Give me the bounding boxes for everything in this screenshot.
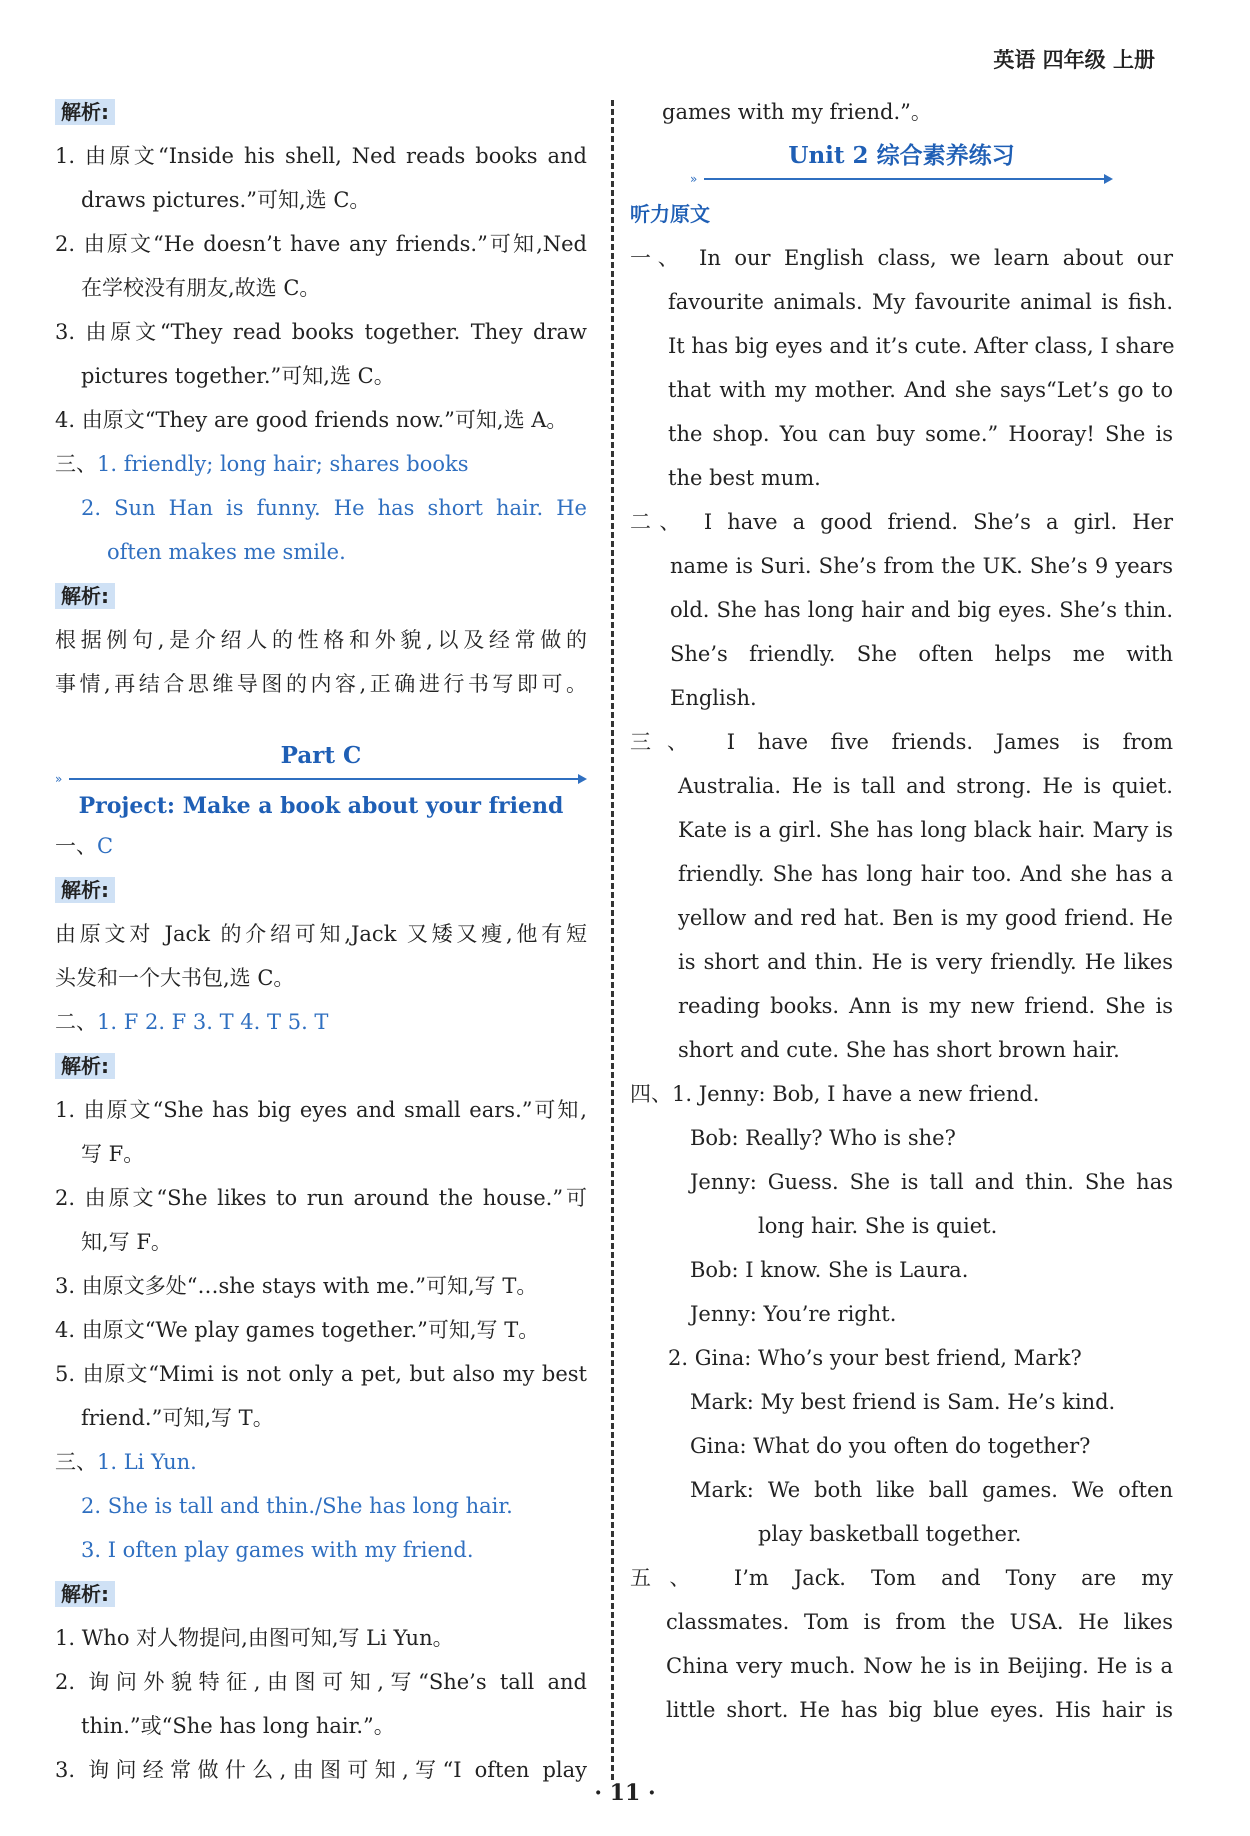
analysis-label: 解析: bbox=[55, 1581, 115, 1607]
dialogue-line: 四、1. Jenny: Bob, I have a new friend. bbox=[630, 1082, 1040, 1106]
page-header: 英语 四年级 上册 bbox=[993, 48, 1155, 72]
text-line: favourite animals. My favourite animal is fish. bbox=[668, 290, 1173, 314]
right-column bbox=[630, 90, 1173, 1732]
answer-line: 3. 由原文多处“…she stays with me.”可知,写 T。 bbox=[55, 1274, 538, 1298]
dialogue-line: play basketball together. bbox=[758, 1522, 1022, 1546]
left-column bbox=[55, 90, 587, 1792]
answer-text: C bbox=[97, 834, 114, 858]
column-divider bbox=[611, 100, 614, 1780]
text-line: 二、 I have a good friend. She’s a girl. Her bbox=[630, 510, 1173, 534]
text-line: English. bbox=[670, 686, 757, 710]
text-line: the shop. You can buy some.” Hooray! She is bbox=[668, 422, 1173, 446]
text-line: classmates. Tom is from the USA. He likes bbox=[666, 1610, 1173, 1634]
analysis-label-row bbox=[55, 574, 587, 618]
dialogue-line: long hair. She is quiet. bbox=[758, 1214, 998, 1238]
answer-line: 5. 由原文“Mimi is not only a pet, but also my best bbox=[55, 1362, 587, 1386]
text-line: old. She has long hair and big eyes. She’s thin. bbox=[670, 598, 1173, 622]
text-line: China very much. Now he is in Beijing. He is a bbox=[666, 1654, 1173, 1678]
text-line: reading books. Ann is my new friend. She is bbox=[678, 994, 1173, 1018]
text-line: that with my mother. And she says“Let’s go to bbox=[668, 378, 1173, 402]
dialogue-line: Bob: Really? Who is she? bbox=[690, 1126, 956, 1150]
section-number: 三、 bbox=[55, 452, 97, 476]
dialogue-line: Jenny: You’re right. bbox=[690, 1302, 897, 1326]
section-number: 三、 bbox=[55, 1450, 97, 1474]
answer-line: 头发和一个大书包,选 C。 bbox=[55, 966, 295, 990]
text-line: is short and thin. He is very friendly. He likes bbox=[678, 950, 1173, 974]
project-title: Project: Make a book about your friend bbox=[78, 793, 564, 819]
answer-text: 1. Li Yun. bbox=[97, 1450, 197, 1474]
dialogue-line: Bob: I know. She is Laura. bbox=[690, 1258, 969, 1282]
text-line: short and cute. She has short brown hair. bbox=[678, 1038, 1120, 1062]
answer-line bbox=[55, 442, 587, 486]
answer-line: 1. Who 对人物提问,由图可知,写 Li Yun。 bbox=[55, 1626, 454, 1650]
analysis-label-row bbox=[55, 1572, 587, 1616]
analysis-label: 解析: bbox=[55, 583, 115, 609]
answer-line: 2. 由原文“She likes to run around the house.”可 bbox=[55, 1186, 587, 1210]
answer-line: pictures together.”可知,选 C。 bbox=[81, 364, 395, 388]
text-line: Kate is a girl. She has long black hair. Mary is bbox=[678, 818, 1173, 842]
answer-line: 3. 询问经常做什么,由图可知,写“I often play bbox=[55, 1758, 587, 1782]
analysis-label-row bbox=[55, 1044, 587, 1088]
text-line: It has big eyes and it’s cute. After class, I share bbox=[668, 334, 1175, 358]
dialogue-line: Gina: What do you often do together? bbox=[690, 1434, 1091, 1458]
answer-line: 1. 由原文“She has big eyes and small ears.”可知, bbox=[55, 1098, 587, 1122]
analysis-label: 解析: bbox=[55, 99, 115, 125]
answer-line: 2. 由原文“He doesn’t have any friends.”可知,Ned bbox=[55, 232, 587, 256]
answer-text: 1. friendly; long hair; shares books bbox=[97, 452, 469, 476]
answer-line: 4. 由原文“We play games together.”可知,写 T。 bbox=[55, 1318, 540, 1342]
text-line: She’s friendly. She often helps me with bbox=[670, 642, 1173, 666]
answer-line bbox=[55, 824, 587, 868]
dialogue-line: Jenny: Guess. She is tall and thin. She has bbox=[690, 1170, 1173, 1194]
title-rule: » bbox=[55, 774, 587, 784]
answer-line: thin.”或“She has long hair.”。 bbox=[81, 1714, 395, 1738]
answer-line bbox=[55, 1000, 587, 1044]
listening-title: 听力原文 bbox=[630, 202, 710, 226]
answer-text: 2. She is tall and thin./She has long hair. bbox=[81, 1494, 513, 1518]
answer-line: 1. 由原文“Inside his shell, Ned reads books and bbox=[55, 144, 587, 168]
answer-line: 3. 由原文“They read books together. They draw bbox=[55, 320, 587, 344]
answer-line: draws pictures.”可知,选 C。 bbox=[81, 188, 371, 212]
answer-line: 4. 由原文“They are good friends now.”可知,选 A。 bbox=[55, 408, 568, 432]
analysis-label: 解析: bbox=[55, 1053, 115, 1079]
answer-line: 知,写 F。 bbox=[81, 1230, 172, 1254]
dialogue-line: Mark: My best friend is Sam. He’s kind. bbox=[690, 1390, 1116, 1414]
text-line: friendly. She has long hair too. And she has a bbox=[678, 862, 1173, 886]
analysis-label: 解析: bbox=[55, 877, 115, 903]
text-line: 一、 In our English class, we learn about our bbox=[630, 246, 1173, 270]
text-line: games with my friend.”。 bbox=[662, 100, 932, 124]
answer-text: often makes me smile. bbox=[107, 540, 346, 564]
text-line: the best mum. bbox=[668, 466, 821, 490]
answer-text: 3. I often play games with my friend. bbox=[81, 1538, 474, 1562]
dialogue-line: Mark: We both like ball games. We often bbox=[690, 1478, 1173, 1502]
answer-line bbox=[55, 1440, 587, 1484]
analysis-label-row bbox=[55, 90, 587, 134]
section-number: 一、 bbox=[55, 834, 97, 858]
dialogue-line: 2. Gina: Who’s your best friend, Mark? bbox=[668, 1346, 1082, 1370]
unit-title: Unit 2 综合素养练习 bbox=[788, 142, 1015, 169]
answer-line: 根据例句,是介绍人的性格和外貌,以及经常做的 bbox=[55, 628, 587, 652]
text-line: 五、 I’m Jack. Tom and Tony are my bbox=[630, 1566, 1173, 1590]
text-line: yellow and red hat. Ben is my good friend. He bbox=[678, 906, 1173, 930]
answer-line: 事情,再结合思维导图的内容,正确进行书写即可。 bbox=[55, 672, 587, 696]
text-line: little short. He has big blue eyes. His hair is bbox=[666, 1698, 1173, 1722]
answer-text: 2. Sun Han is funny. He has short hair. He bbox=[81, 496, 587, 520]
answer-line: 在学校没有朋友,故选 C。 bbox=[81, 276, 321, 300]
answer-text: 1. F 2. F 3. T 4. T 5. T bbox=[97, 1010, 329, 1034]
page-number: · 11 · bbox=[594, 1780, 656, 1806]
text-line: 三、 I have five friends. James is from bbox=[630, 730, 1173, 754]
title-rule: » bbox=[690, 174, 1113, 184]
text-line: name is Suri. She’s from the UK. She’s 9 years bbox=[670, 554, 1173, 578]
analysis-label-row bbox=[55, 868, 587, 912]
answer-line: 由原文对 Jack 的介绍可知,Jack 又矮又瘦,他有短 bbox=[55, 922, 587, 946]
answer-line: 2. 询问外貌特征,由图可知,写“She’s tall and bbox=[55, 1670, 587, 1694]
part-title: Part C bbox=[280, 742, 362, 769]
text-line: Australia. He is tall and strong. He is quiet. bbox=[678, 774, 1173, 798]
answer-line: friend.”可知,写 T。 bbox=[81, 1406, 274, 1430]
answer-line: 写 F。 bbox=[81, 1142, 145, 1166]
section-number: 二、 bbox=[55, 1010, 97, 1034]
